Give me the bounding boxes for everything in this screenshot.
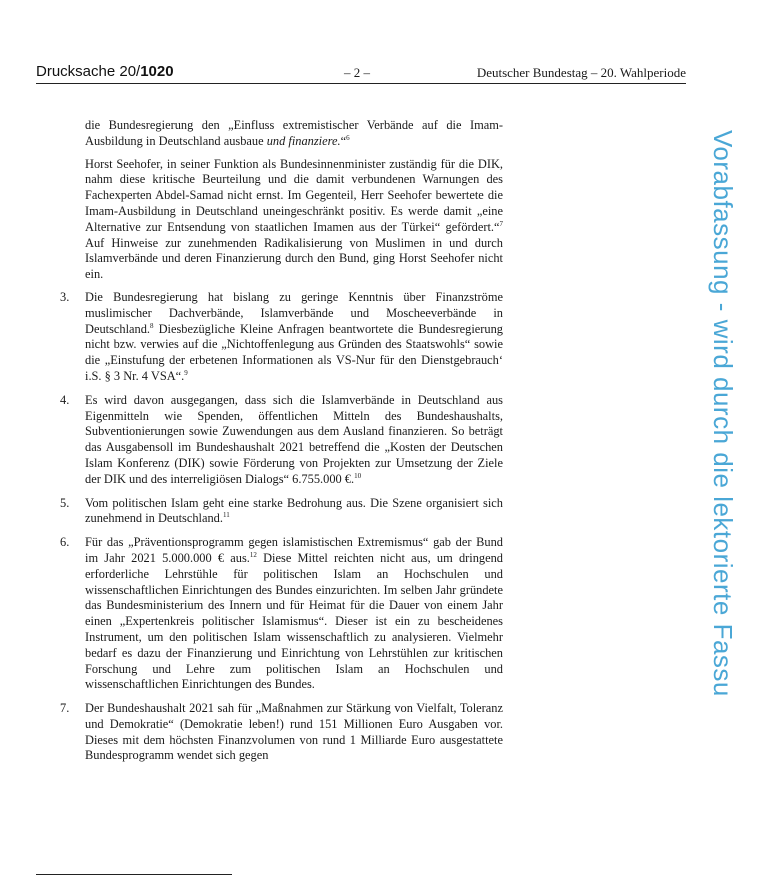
item-text: Es wird davon ausgegangen, dass sich die Islamverbände in Deutschland aus Eigenmitteln wie Spenden, öffentlichen Mitteln des Bundeshaushalts, Subventionierungen sowie Zuwendungen aus dem Ausland finanzieren. So beträgt das Ausgabensoll im Bundeshaushalt 2021 betreffend die „Kosten der Deutschen Islam Konferenz (DIK) sowie Förderung von Projekten zur Umsetzung der Ziele der DIK und des interreligiösen Dialogs“ 6.755.000 €. (85, 392, 503, 486)
intro-text: Horst Seehofer, in seiner Funktion als Bundesinnenminister zuständig für die DIK, nahm diese kritische Beurteilung und die damit verbundenen Warnungen des Fachexperten Abdel-Samad nicht ernst. Im Gegenteil, Herr Seehofer bewertete die Imam-Ausbildung in Deutschland uneingeschränkt positiv. Es werde damit „eine Alternative zur Entsendung von staatlichen Imamen aus der Türkei“ gefördert.“ (85, 156, 503, 234)
publisher: Deutscher Bundestag – 20. Wahlperiode (476, 65, 686, 80)
footnote-separator (36, 874, 232, 875)
list-number: 5. (60, 495, 70, 510)
document-number (36, 63, 174, 80)
item-text: Diesbezügliche Kleine Anfragen beantwortete die Bundesregierung nicht bzw. verwies auf die „Nichtoffenlegung aus Gründen des Staatswohls“ sowie die „Einstufung der erbetenen Informationen als VS-Nur für den Dienstgebrauch‘ i.S. § 3 Nr. 4 VSA“. (85, 321, 503, 383)
footnote-ref[interactable]: 6 (346, 133, 350, 142)
list-item (60, 495, 503, 528)
page-header (36, 63, 686, 84)
footnote-ref[interactable]: 10 (354, 471, 362, 480)
page-number: – 2 – (344, 65, 370, 80)
intro-text: die Bundesregierung den „Einfluss extremistischer Verbände auf die Imam-Ausbildung in Deutschland ausbaue (85, 118, 503, 148)
draft-watermark: Vorabfassung - wird durch die lektorierte Fassu (708, 130, 738, 697)
list-number: 3. (60, 289, 70, 304)
list-number: 7. (60, 701, 70, 716)
item-text: Der Bundeshaushalt 2021 sah für „Maßnahmen zur Stärkung von Vielfalt, Toleranz und Demokratie“ (Demokratie leben!) rund 151 Millionen Euro Ausgaben vor. Dieses mit dem höchsten Finanzvolumen von rund 1 Milliarde Euro ausgestattete Bundesprogramm wendet sich gegen (85, 701, 503, 763)
list-item (60, 392, 503, 488)
footnote-ref[interactable]: 7 (499, 219, 503, 228)
footnote-ref[interactable]: 9 (184, 368, 188, 377)
item-text: Diese Mittel reichten nicht aus, um dringend erforderliche Lehrstühle für politischen Islam an Hochschulen und wissenschaftlichen Einrichtungen des Bundes einzurichten. Im selben Jahr gründete das Bundesministerium des Innern und für Heimat für die Dauer von einem Jahr einen „Expertenkreis politischer Islamismus“. Dieser ist ein zu bescheidenes Instrument, um den politischen Islam wissenschaftlich zu analysieren. Vielmehr bedarf es dazu der Finanzierung und Einrichtung von Lehrstühlen zur kritischen Forschung und Lehre zum politischen Islam an Hochschulen und wissenschaftlichen Einrichtungen des Bundes. (85, 550, 503, 692)
list-number: 4. (60, 392, 70, 407)
list-item (60, 289, 503, 385)
footnote-ref[interactable]: 12 (249, 550, 257, 559)
item-text: Vom politischen Islam geht eine starke Bedrohung aus. Die Szene organisiert sich zunehmend in Deutschland. (85, 495, 503, 526)
intro-paragraph-1 (85, 118, 503, 150)
item-text: Für das „Präventionsprogramm gegen islamistischen Extremismus“ gab der Bund im Jahr 2021 5.000.000 € aus. (85, 535, 503, 565)
intro-quote: “ (340, 133, 347, 148)
item-text: Die Bundesregierung hat bislang zu geringe Kenntnis über Finanzströme muslimischer Dachverbände, Islamverbände und Moscheeverbände in Deutschland. (85, 289, 503, 336)
intro-paragraph-2 (85, 157, 503, 283)
document-number-value: 1020 (140, 63, 174, 80)
footnote-ref[interactable]: 11 (222, 511, 230, 520)
footnote-ref[interactable]: 8 (150, 321, 154, 330)
list-number: 6. (60, 535, 70, 550)
list-item (60, 701, 503, 764)
document-body (60, 118, 503, 772)
list-item (60, 535, 503, 693)
intro-emphasis: und finanziere. (266, 133, 341, 148)
document-label: Drucksache 20/ (36, 63, 141, 80)
intro-text: Auf Hinweise zur zunehmenden Radikalisierung von Muslimen in und durch Islamverbände und deren Finanzierung durch den Bund, ging Horst Seehofer nicht ein. (85, 235, 503, 282)
